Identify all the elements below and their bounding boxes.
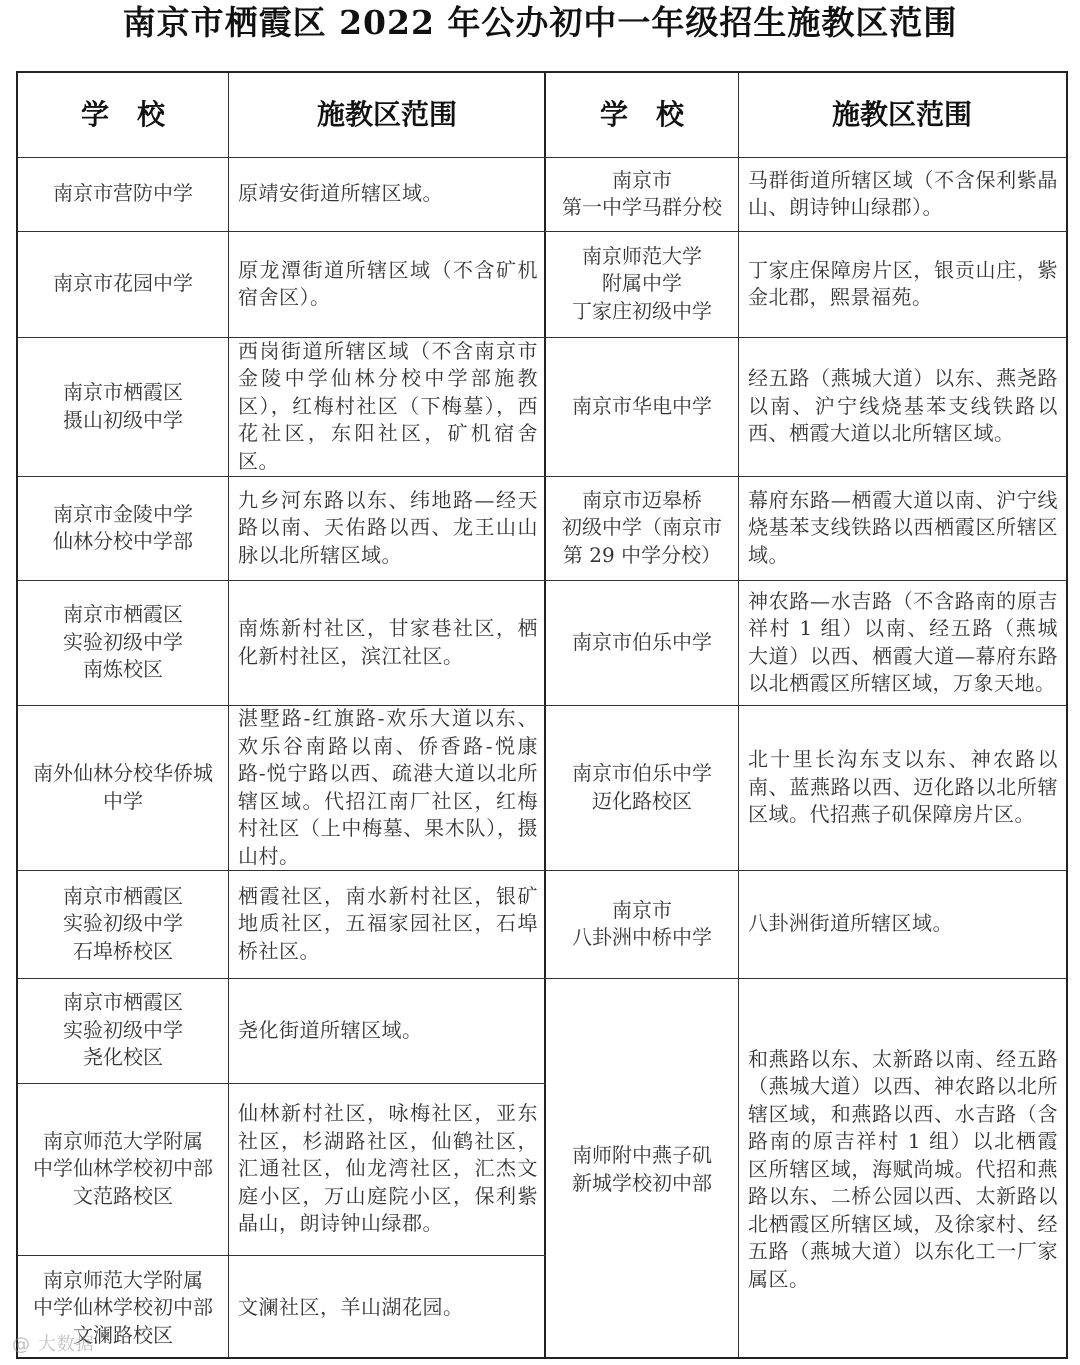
catchment-area-cell-text: 丁家庄保障房片区，银贡山庄，紫金北郡，熙景福苑。: [748, 257, 1058, 309]
catchment-area-cell-text: 仙林新村社区，咏梅社区，亚东社区，杉湖路社区，仙鹤社区，汇通社区，仙龙湾社区，汇杰文庭小区，万山庭院小区，保利紫晶山，朗诗钟山绿郡。: [238, 1101, 538, 1236]
catchment-area-cell: [738, 337, 1066, 476]
catchment-area-cell: [738, 580, 1066, 705]
catchment-area-cell: [738, 476, 1066, 580]
school-name-cell: 南京师范大学附属 中学仙林学校初中部 文澜路校区: [33, 1267, 213, 1347]
header-school-left: 学 校: [80, 98, 165, 132]
catchment-area-cell-text: 北十里长沟东支以东、神农路以南、蓝燕路以西、迈化路以北所辖区域。代招燕子矶保障房片区。: [748, 747, 1058, 827]
catchment-area-cell-text: 西岗街道所辖区域（不含南京市金陵中学仙林分校中学部施教区），红梅村社区（下梅墓），西花社区，东阳社区，矿机宿舍区。: [238, 338, 538, 473]
table-right-half: [546, 73, 1066, 1357]
catchment-area-cell: [738, 978, 1066, 1359]
catchment-area-cell-text: 原靖安街道所辖区域。: [238, 181, 443, 206]
catchment-area-cell: [738, 157, 1066, 231]
school-name-cell: 南京师范大学附属 中学仙林学校初中部 文范路校区: [33, 1128, 213, 1208]
school-name-cell: 南京师范大学 附属中学 丁家庄初级中学: [572, 243, 712, 323]
school-name-cell: 南京市迈皋桥 初级中学（南京市 第 29 中学分校）: [562, 487, 722, 567]
school-name-cell: 南京市 八卦洲中桥中学: [572, 897, 712, 949]
catchment-area-cell-text: 神农路—水吉路（不含路南的原吉祥村 1 组）以南、经五路（燕城大道）以西、栖霞大道—幕府东路以北栖霞区所辖区域，万象天地。: [748, 588, 1058, 695]
school-name-cell: 南京市营防中学: [53, 181, 193, 206]
school-name-cell: 南外仙林分校华侨城 中学: [33, 761, 213, 813]
watermark-text: @ 大数据: [12, 1334, 95, 1355]
catchment-area-cell: [228, 157, 546, 231]
catchment-area-cell-text: 栖霞社区，南水新村社区，银矿地质社区，五福家园社区，石埠桥社区。: [238, 883, 538, 963]
catchment-area-cell-text: 九乡河东路以东、纬地路—经天路以南、天佑路以西、龙王山山脉以北所辖区域。: [238, 487, 538, 567]
catchment-area-cell-text: 文澜社区，羊山湖花园。: [238, 1295, 464, 1320]
school-name-cell: 南师附中燕子矶 新城学校初中部: [572, 1143, 712, 1195]
catchment-area-cell: [228, 870, 546, 978]
school-name-cell: 南京市伯乐中学 迈化路校区: [572, 761, 712, 813]
school-name-cell: 南京市花园中学: [53, 271, 193, 296]
catchment-area-cell-text: 尧化街道所辖区域。: [238, 1017, 423, 1042]
catchment-area-cell-text: 八卦洲街道所辖区域。: [748, 911, 953, 936]
enrollment-table: [16, 71, 1068, 1359]
catchment-area-cell: [228, 476, 546, 580]
catchment-area-cell-text: 马群街道所辖区域（不含保利紫晶山、朗诗钟山绿郡）。: [748, 167, 1058, 219]
school-name-cell: 南京市金陵中学 仙林分校中学部: [53, 501, 193, 553]
catchment-area-cell-text: 南炼新村社区，甘家巷社区，栖化新村社区，滨江社区。: [238, 616, 538, 668]
catchment-area-cell: [228, 580, 546, 705]
catchment-area-cell: [228, 705, 546, 870]
catchment-area-cell: [228, 978, 546, 1083]
catchment-area-cell: [228, 337, 546, 476]
school-name-cell: 南京市栖霞区 实验初级中学 尧化校区: [63, 990, 183, 1070]
catchment-area-cell-text: 湛墅路-红旗路-欢乐大道以东、欢乐谷南路以南、侨香路-悦康路-悦宁路以西、疏港大道以北所辖区域。代招江南厂社区，红梅村社区（上中梅墓、果木队），摄山村。: [238, 706, 538, 868]
school-name-cell: 南京市华电中学: [572, 393, 712, 418]
school-name-cell: 南京市栖霞区 实验初级中学 石埠桥校区: [63, 883, 183, 963]
catchment-area-cell-text: 原龙潭街道所辖区域（不含矿机宿舍区）。: [238, 257, 538, 309]
school-name-cell: 南京市 第一中学马群分校: [562, 167, 722, 219]
page-title: 南京市栖霞区 2022 年公办初中一年级招生施教区范围: [122, 3, 958, 42]
catchment-area-cell: [228, 231, 546, 337]
catchment-area-cell-text: 幕府东路—栖霞大道以南、沪宁线烧基苯支线铁路以西栖霞区所辖区域。: [748, 487, 1058, 567]
catchment-area-cell: [228, 1255, 546, 1359]
catchment-area-cell: [228, 1083, 546, 1255]
school-name-cell: 南京市伯乐中学: [572, 629, 712, 654]
header-area-right: 施教区范围: [831, 98, 972, 132]
catchment-area-cell-text: 经五路（燕城大道）以东、燕尧路以南、沪宁线烧基苯支线铁路以西、栖霞大道以北所辖区域。: [748, 366, 1058, 446]
catchment-area-cell: [738, 870, 1066, 978]
header-school-right: 学 校: [599, 98, 684, 132]
table-left-half: [18, 73, 546, 1357]
catchment-area-cell-text: 和燕路以东、太新路以南、经五路（燕城大道）以西、神农路以北所辖区域，和燕路以西、水吉路（含路南的原吉祥村 1 组）以北栖霞区所辖区域，海赋尚城。代招和燕路以东、二桥公园以西、太新路以北栖霞区所辖区域，及徐家村、经五路（燕城大道）以东化工一厂家属区。: [748, 1046, 1058, 1291]
catchment-area-cell: [738, 231, 1066, 337]
school-name-cell: 南京市栖霞区 摄山初级中学: [63, 380, 183, 432]
catchment-area-cell: [738, 705, 1066, 870]
school-name-cell: 南京市栖霞区 实验初级中学 南炼校区: [63, 602, 183, 682]
header-area-left: 施教区范围: [316, 98, 457, 132]
